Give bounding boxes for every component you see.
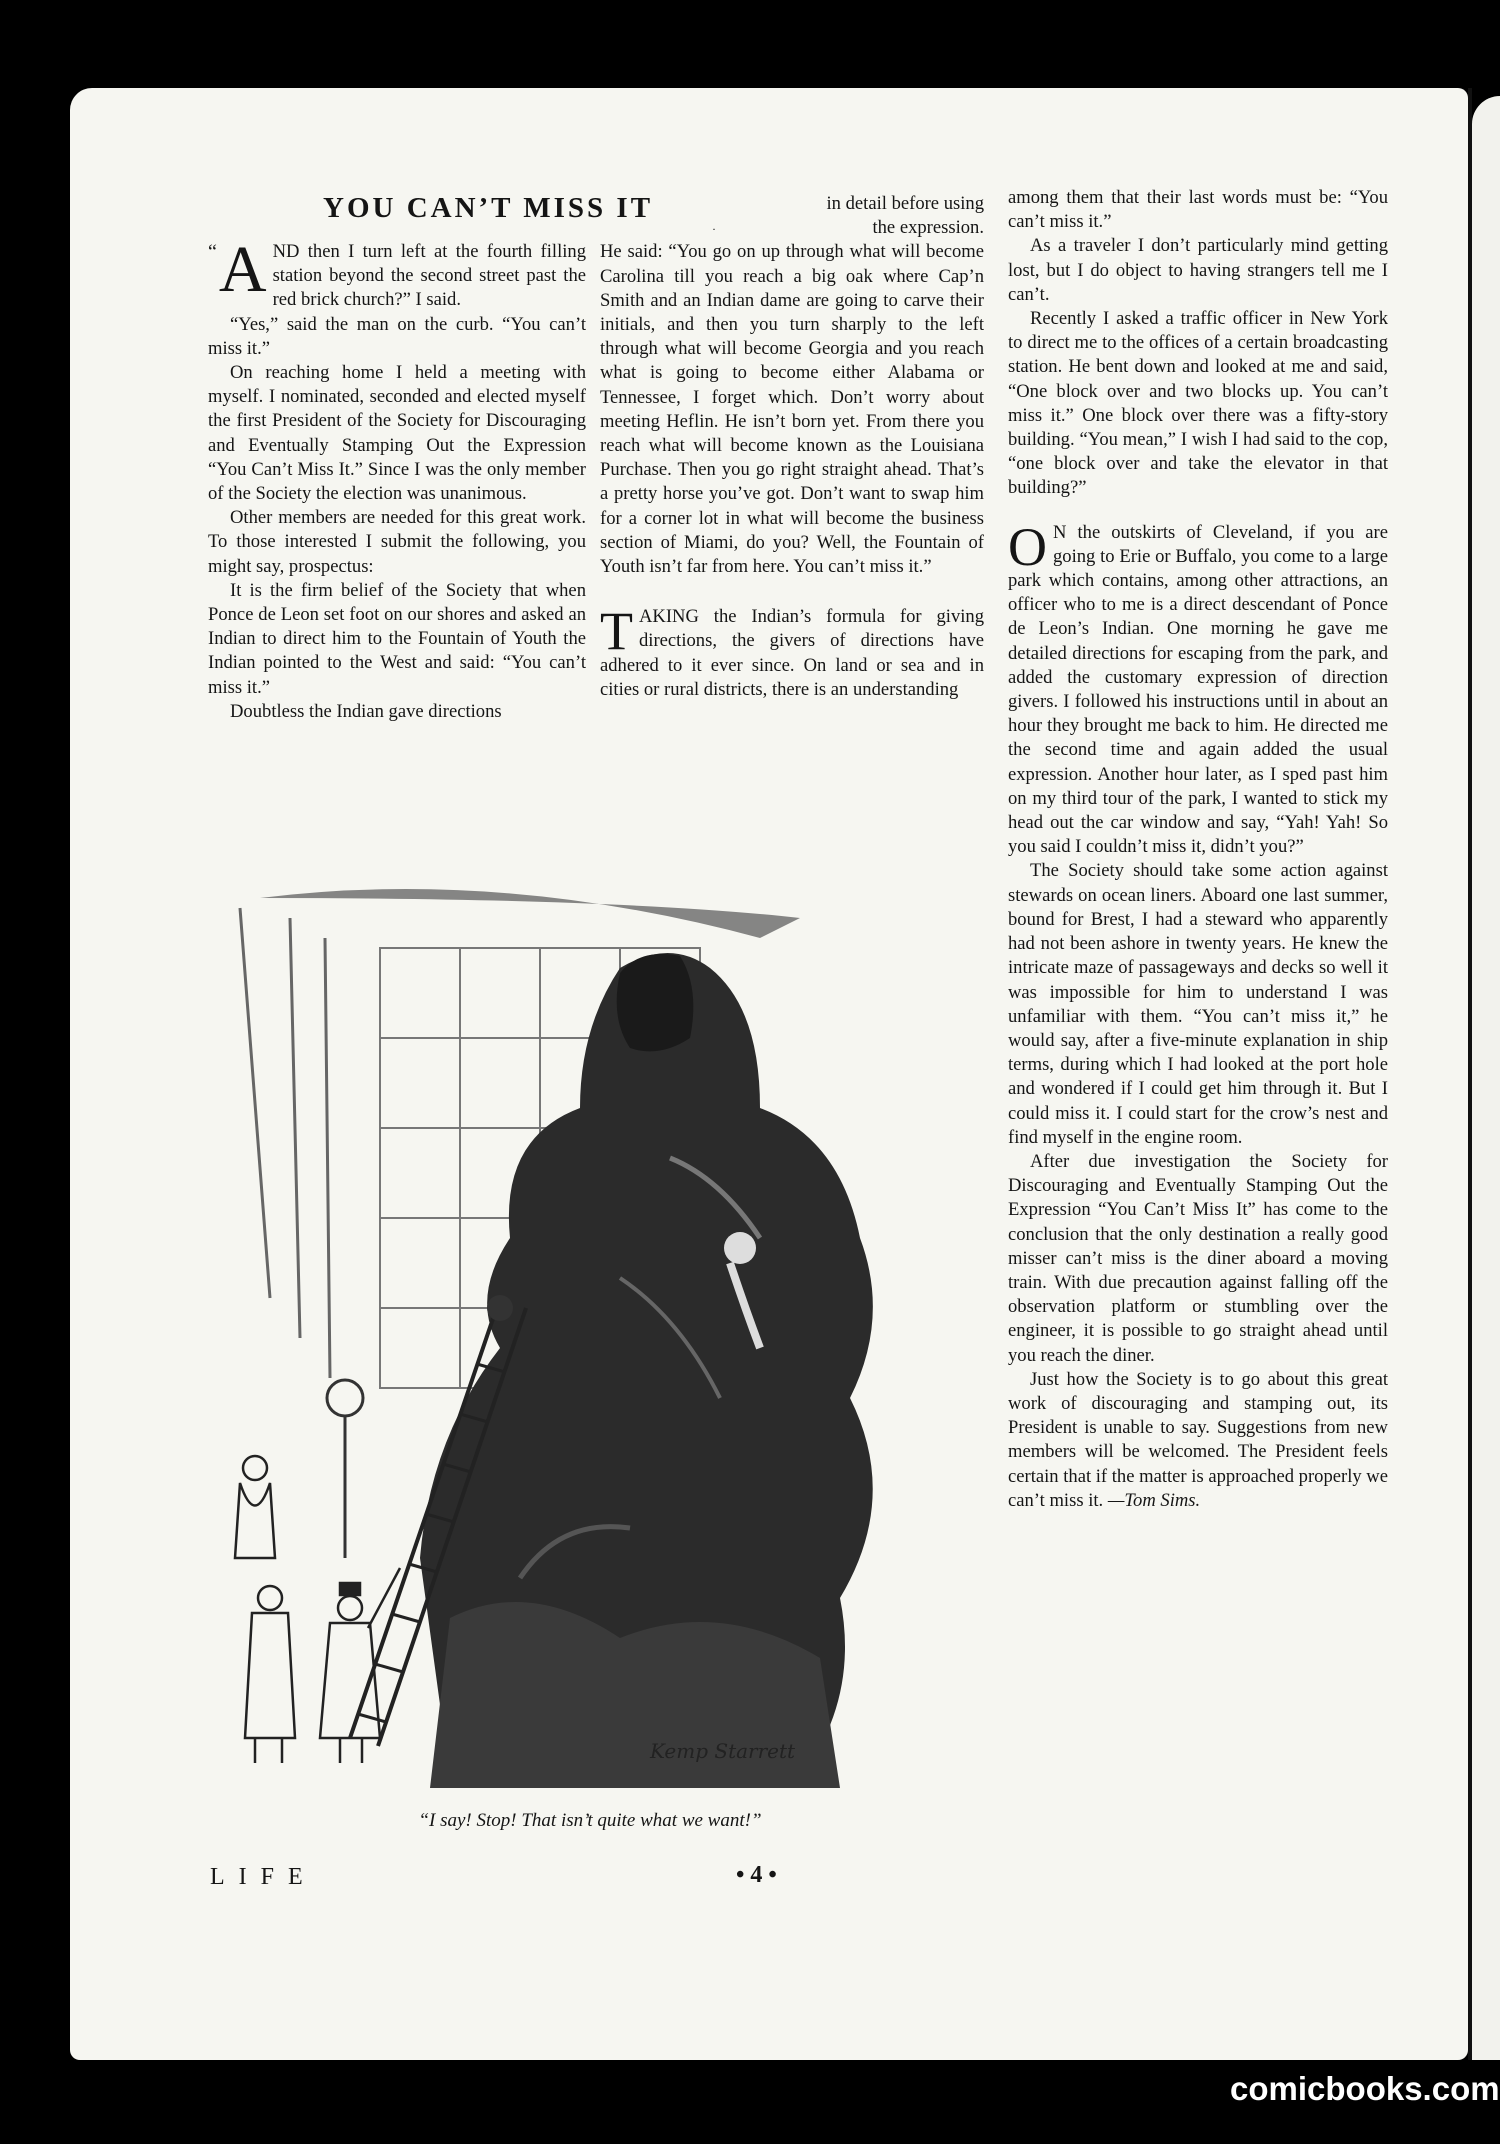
paragraph-text: N the outskirts of Cleveland, if you are going to Erie or Buffalo, you come to a large park which contains, among other attractions, an officer who to me is a direct descendant of Ponce de Leon’s Indian. One morning he gave me detailed directions for escaping from the park, and added the customary expression of direction givers. I followed his instructions until in about an hour they brought me back to him. He directed me the second time and again added the usual expression. Another hour later, as I sped past him on my third tour of the park, I wanted to stick my head out the car window and say, “Yah! Yah! So you said I couldn’t miss it, didn’t you?”: [1008, 521, 1388, 858]
illustration-caption: “I say! Stop! That isn’t quite what we want!”: [418, 1810, 762, 1831]
paragraph-text: ND then I turn left at the fourth filling station beyond the second street past the red brick church?” I said.: [272, 241, 586, 311]
text-column-3: [1008, 186, 1388, 1513]
cartoon-illustration: [200, 878, 970, 1788]
paragraph-continuation: in detail before using the expression.: [826, 193, 984, 239]
text-column-1: [208, 233, 586, 724]
paragraph: As a traveler I don’t particularly mind getting lost, but I do object to having strangers tell me I can’t.: [1008, 235, 1388, 305]
paragraph: among them that their last words must be: “You can’t miss it.”: [1008, 187, 1388, 233]
artist-signature: Kemp Starrett: [650, 1739, 796, 1763]
title-ornament: ·: [712, 222, 716, 236]
page-number: • 4 •: [736, 1862, 777, 1888]
paragraph-text: Just how the Society is to go about this great work of discouraging and stamping out, its President is unable to say. Suggestions from new members will be welcomed. The President feels certain that if the matter is approached properly we can’t miss it.: [1008, 1368, 1388, 1511]
article-title: YOU CAN’T MISS IT: [323, 192, 654, 224]
paragraph: [208, 233, 586, 313]
paragraph: On reaching home I held a meeting with myself. I nominated, seconded and elected myself the first President of the Society for Discouraging and Eventually Stamping Out the Expression “You Can’t Miss It.” Since I was the only member of the Society the election was unanimous.: [208, 362, 586, 505]
magazine-name: LIFE: [210, 1864, 317, 1890]
author-signature: —Tom Sims.: [1107, 1489, 1201, 1511]
paragraph: After due investigation the Society for Discouraging and Eventually Stamping Out the Expression “You Can’t Miss It” has come to the conclusion that the only destination a really good misser can’t miss is the diner aboard a moving train. With due precaution against falling off the observation platform or stumbling over the engineer, it is possible to go straight ahead until you reach the diner.: [1008, 1150, 1388, 1366]
paragraph: [1008, 1368, 1388, 1513]
paragraph: “Yes,” said the man on the curb. “You can’t miss it.”: [208, 313, 586, 359]
drop-cap: O: [1008, 516, 1047, 577]
paragraph: [1008, 516, 1388, 860]
paragraph: He said: “You go on up through what will become Carolina till you reach a big oak where Cap’n Smith and an Indian dame are going to carve their initials, and then you turn sharply to the left through what will become Georgia and you reach what is going to become either Alabama or Tennessee, I forget which. Don’t worry about meeting Heflin. He isn’t born yet. From there you reach what will become known as the Louisiana Purchase. Then you go right straight ahead. That’s a pretty horse you’ve got. Don’t want to swap him for a corner lot in what will become the business section of Miami, do you? Well, the Fountain of Youth isn’t far from here. You can’t miss it.”: [600, 241, 984, 578]
drop-cap: T: [600, 601, 633, 662]
paragraph: Recently I asked a traffic officer in New York to direct me to the offices of a certain broadcasting station. He bent down and looked at me and said, “One block over and two blocks up. You can’t miss it.” One block over there was a fifty-story building. “You mean,” I wish I had said to the cop, “one block over and take the elevator in that building?”: [1008, 308, 1388, 499]
drop-cap: A: [218, 233, 267, 306]
paragraph: Doubtless the Indian gave directions: [230, 700, 502, 722]
paragraph-text: AKING the Indian’s formula for giving directions, the givers of directions have adhered to it ever since. On land or sea and in cities or rural districts, there is an understanding: [600, 606, 984, 700]
text-column-2: [600, 192, 984, 702]
paragraph: Other members are needed for this great work. To those interested I submit the following, you might say, prospectus:: [208, 507, 586, 577]
paragraph: The Society should take some action against stewards on ocean liners. Aboard one last summer, bound for Brest, I had a steward who apparently had not been ashore in twenty years. He knew the intricate maze of passageways and decks so well it was impossible for him to understand I was unfamiliar with them. “You can’t miss it,” he would say, after a five-minute explanation in ship terms, during which I had looked at the port hole and wondered if I could get him through it. But I could miss it. I could start for the crow’s nest and find myself in the engine room.: [1008, 860, 1388, 1148]
paragraph: It is the firm belief of the Society that when Ponce de Leon set foot on our shores and asked an Indian to direct him to the Fountain of Youth the Indian pointed to the West and said: “You can’t miss it.”: [208, 579, 586, 698]
facing-page-edge: [1472, 96, 1500, 2060]
paragraph: [600, 601, 984, 702]
source-watermark: comicbooks.com: [1230, 2070, 1500, 2107]
opening-quote: “: [208, 241, 217, 263]
